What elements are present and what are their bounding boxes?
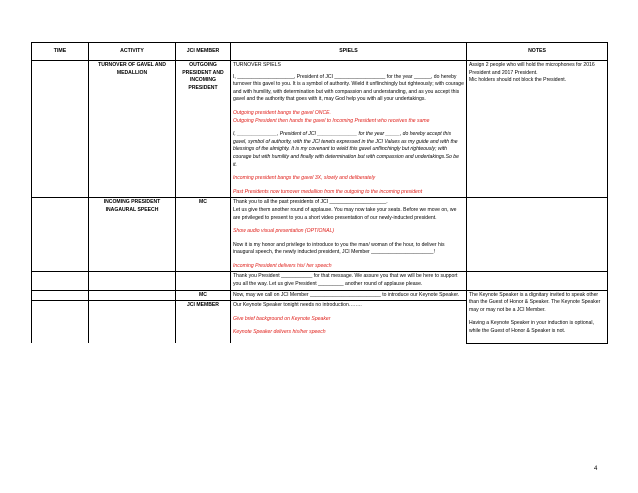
spiel-paragraph: Let us give them another round of applause. You may now take your seats. Before we move on, we are privileged to present to you a short video presentation of our newly-inducted president. xyxy=(233,206,457,221)
notes-text: Assign 2 people who will hold the microphones for 2016 President and 2017 President. xyxy=(469,62,595,76)
header-notes: NOTES xyxy=(467,43,608,61)
member-cell: JCI MEMBER xyxy=(176,301,231,344)
member-cell: MC xyxy=(176,290,231,301)
notes-text: Having a Keynote Speaker in your induction is optional, while the Guest of Honor & Speaker is not. xyxy=(469,320,594,335)
notes-cell xyxy=(467,198,608,272)
table-row xyxy=(32,272,608,290)
time-cell xyxy=(32,61,89,198)
stage-direction: Past Presidents now turnover medallion from the outgoing to the incoming president xyxy=(233,188,423,195)
header-time: TIME xyxy=(32,43,89,61)
time-cell xyxy=(32,272,89,290)
notes-cell xyxy=(467,290,608,343)
header-activity: ACTIVITY xyxy=(89,43,176,61)
stage-direction: Incoming president bangs the gavel 3X, slowly and deliberately xyxy=(233,175,376,182)
activity-cell xyxy=(89,272,176,290)
spiel-cell: Now, may we call on JCI Member _________________________ to introduce our Keynote Speaker. xyxy=(231,290,467,301)
schedule-table xyxy=(31,42,608,344)
spiel-paragraph: I, ____________________, President of JCI __________________ for the year ______, do hereby turnover this gavel to you. It is a symbol of authority. Wield it unflinchingly but righteously; with courage and with humility, with determination but with compassion and understanding, and as you accept this gavel and the authority that goes with it, may God help you with all your undertakings. xyxy=(233,73,464,103)
member-cell xyxy=(176,272,231,290)
stage-direction: Outgoing President then hands the gavel to Incoming President who receives the same xyxy=(233,117,430,124)
stage-direction: Give brief background on Keynote Speaker xyxy=(233,315,331,322)
spiel-cell: Thank you President ___________ for that message. We assure you that we will be here to support you all the way. Let us give President _________ another round of applause please. xyxy=(231,272,467,290)
notes-text: Mic holders should not block the President. xyxy=(469,77,567,84)
time-cell xyxy=(32,290,89,301)
spiel-paragraph: Our Keynote Speaker tonight needs no introduction…….. xyxy=(233,302,362,309)
spiel-paragraph: Thank you to all the past presidents of JCI ____________________. xyxy=(233,199,388,206)
stage-direction: Incoming President delivers his/ her speech xyxy=(233,262,332,269)
spiel-cell xyxy=(231,198,467,272)
stage-direction: Show audio visual presentation (OPTIONAL) xyxy=(233,228,335,235)
page-number: 4 xyxy=(594,466,598,472)
notes-cell xyxy=(467,61,608,198)
time-cell xyxy=(32,301,89,344)
activity-cell: INCOMING PRESIDENT INAGAURAL SPEECH xyxy=(89,198,176,272)
spiel-paragraph: I, ______________, President of JCI ______________ for the year _____, do hereby accept this gavel, symbol of authority, with the JCI tenets expressed in the JCI Values as my guide and with the blessings of the almighty. It is my covenant to wield this gavel unflinchingly but righteously; with courage but with humility and finally with determination but with compassion and undertakings.So be it. xyxy=(233,131,459,168)
table-row xyxy=(32,61,608,198)
header-spiels: SPIELS xyxy=(231,43,467,61)
notes-text: The Keynote Speaker is a dignitary invited to speak other than the Guest of Honor & Speaker. The Keynote Speaker may or may not be a JCI Member. xyxy=(469,291,601,313)
activity-cell xyxy=(89,301,176,344)
member-cell: MC xyxy=(176,198,231,272)
header-jci-member: JCI MEMBER xyxy=(176,43,231,61)
spiel-cell xyxy=(231,301,467,344)
table-header-row xyxy=(32,43,608,61)
stage-direction: Keynote Speaker delivers his/her speech xyxy=(233,329,326,336)
spiel-paragraph: Now it is my honor and privilege to introduce to you the man/ woman of the hour, to deliver his inaugural speech, the newly inducted president, JCI Member ______________________! xyxy=(233,241,445,256)
table-row xyxy=(32,198,608,272)
spiel-cell xyxy=(231,61,467,198)
stage-direction: Outgoing president bangs the gavel ONCE. xyxy=(233,109,331,116)
spiel-title: TURNOVER SPIELS xyxy=(233,62,281,68)
table-row xyxy=(32,290,608,301)
time-cell xyxy=(32,198,89,272)
member-cell: OUTGOING PRESIDENT AND INCOMING PRESIDENT xyxy=(176,61,231,198)
activity-cell: TURNOVER OF GAVEL AND MEDALLION xyxy=(89,61,176,198)
notes-cell xyxy=(467,272,608,290)
activity-cell xyxy=(89,290,176,301)
